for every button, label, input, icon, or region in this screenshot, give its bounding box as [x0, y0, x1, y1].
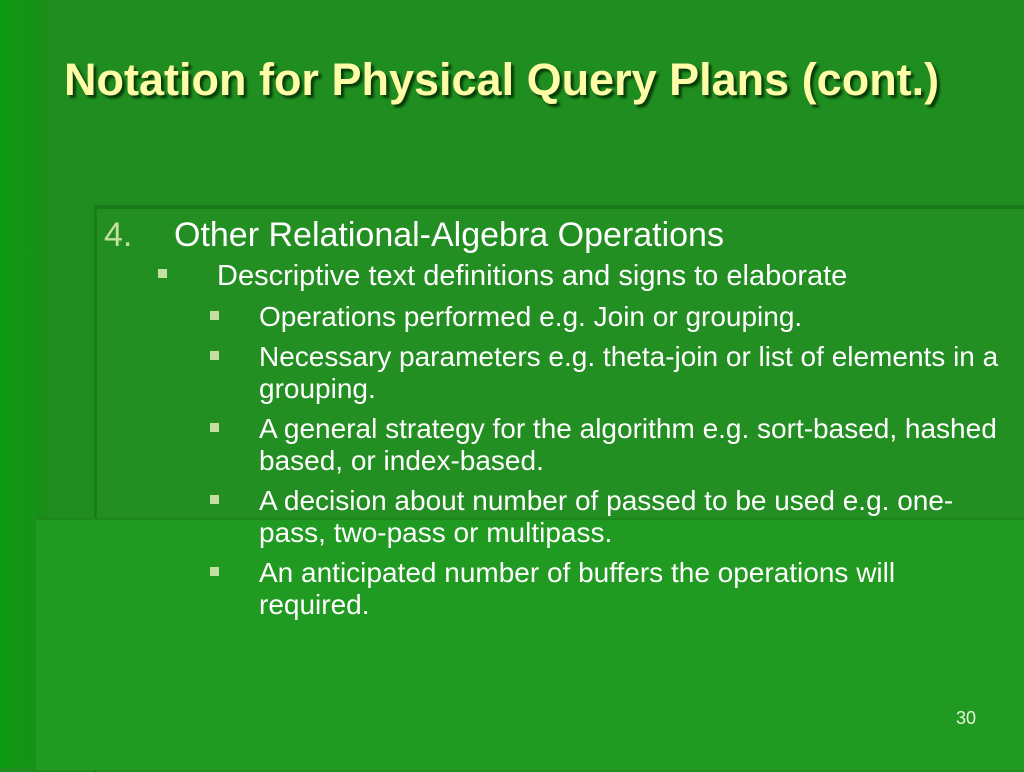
list-item-level3 — [0, 301, 1024, 333]
square-bullet-icon — [210, 351, 219, 360]
list-item-level3 — [0, 413, 1024, 477]
square-bullet-icon — [210, 495, 219, 504]
square-bullet-icon — [158, 269, 167, 278]
list-number: 4. — [104, 216, 133, 254]
list-item-level3 — [0, 557, 1024, 621]
list-item-level3 — [0, 341, 1024, 405]
square-bullet-icon — [210, 423, 219, 432]
list-item-level1 — [0, 215, 1024, 255]
list-item-text: Other Relational-Algebra Operations — [174, 216, 724, 254]
page-number: 30 — [956, 708, 977, 728]
square-bullet-icon — [210, 567, 219, 576]
square-bullet-icon — [210, 311, 219, 320]
slide-body — [0, 215, 1024, 621]
list-item-text: Operations performed e.g. Join or grouping. — [259, 301, 803, 332]
list-item-text: A general strategy for the algorithm e.g. sort-based, hashed based, or index-based. — [259, 413, 997, 476]
list-item-level3 — [0, 485, 1024, 549]
list-item-level2 — [0, 259, 1024, 297]
list-item-text: Descriptive text definitions and signs to elaborate — [217, 260, 848, 292]
list-item-text: An anticipated number of buffers the operations will required. — [259, 557, 896, 620]
slide-title: Notation for Physical Query Plans (cont.) — [64, 54, 940, 105]
list-item-text: A decision about number of passed to be used e.g. one-pass, two-pass or multipass. — [259, 485, 954, 548]
list-item-text: Necessary parameters e.g. theta-join or list of elements in a grouping. — [259, 341, 999, 404]
